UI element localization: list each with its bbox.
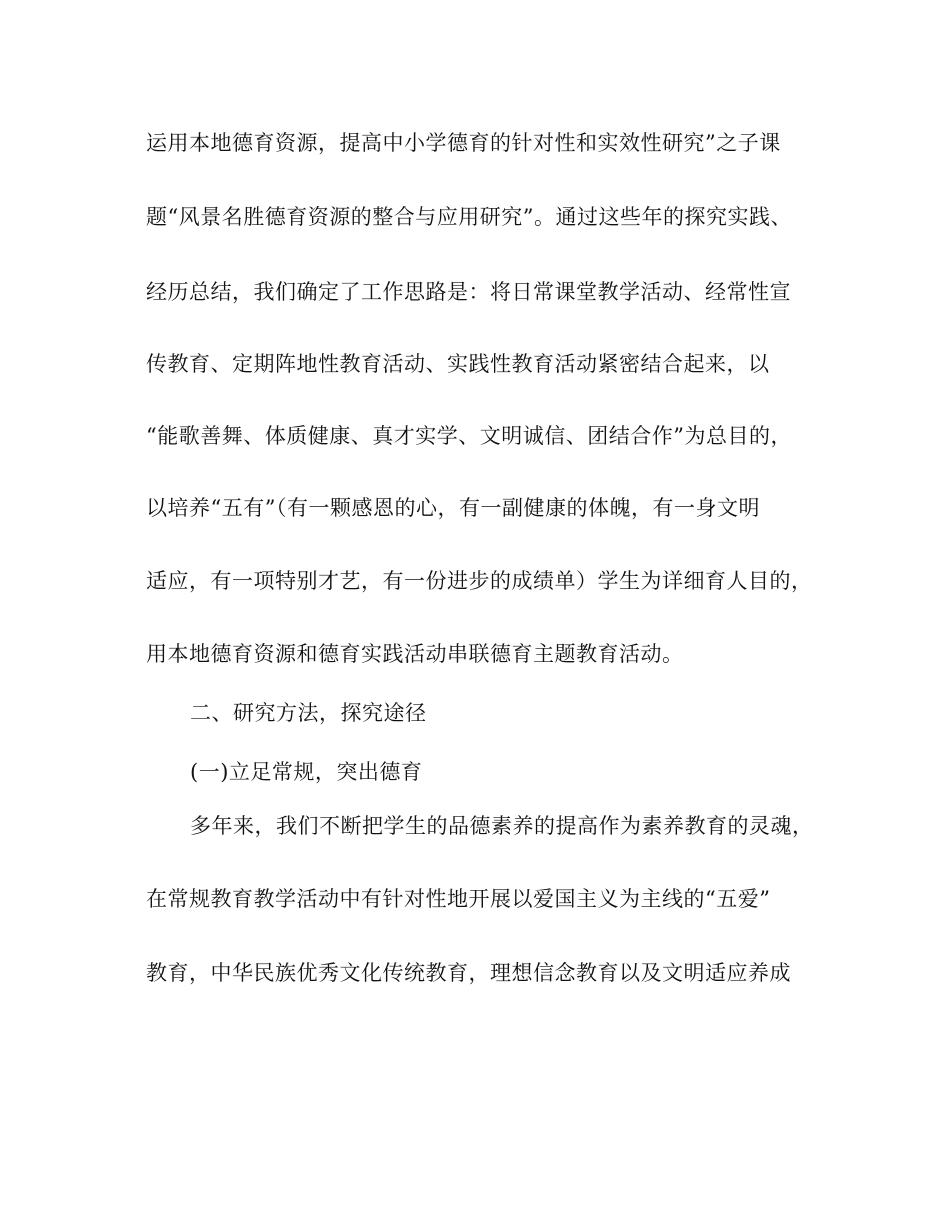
- paragraph-line: 在常规教育教学活动中有针对性地开展以爱国主义为主线的“五爱”: [146, 887, 771, 911]
- paragraph-line: “能歌善舞、体质健康、真才实学、文明诚信、团结合作”为总目的，: [146, 424, 792, 448]
- paragraph-line: 用本地德育资源和德育实践活动串联德育主题教育活动。: [146, 642, 684, 666]
- paragraph-line: 多年来，我们不断把学生的品德素养的提高作为素养教育的灵魂，: [190, 814, 814, 838]
- section-heading: 二、研究方法，探究途径: [190, 701, 427, 725]
- paragraph-line: 运用本地德育资源，提高中小学德育的针对性和实效性研究”之子课: [146, 131, 781, 155]
- subsection-heading: (一)立足常规，突出德育: [190, 760, 423, 784]
- paragraph-line: 以培养“五有”（有一颗感恩的心，有一副健康的体魄，有一身文明: [146, 496, 760, 520]
- paragraph-line: 教育，中华民族优秀文化传统教育，理想信念教育以及文明适应养成: [146, 961, 791, 985]
- paragraph-line: 传教育、定期阵地性教育活动、实践性教育活动紧密结合起来，以: [146, 352, 770, 376]
- paragraph-line: 经历总结，我们确定了工作思路是：将日常课堂教学活动、经常性宣: [146, 280, 791, 304]
- paragraph-line: 适应，有一项特别才艺，有一份进步的成绩单）学生为详细育人目的，: [146, 569, 813, 593]
- paragraph-line: 题“风景名胜德育资源的整合与应用研究”。通过这些年的探究实践、: [146, 205, 792, 229]
